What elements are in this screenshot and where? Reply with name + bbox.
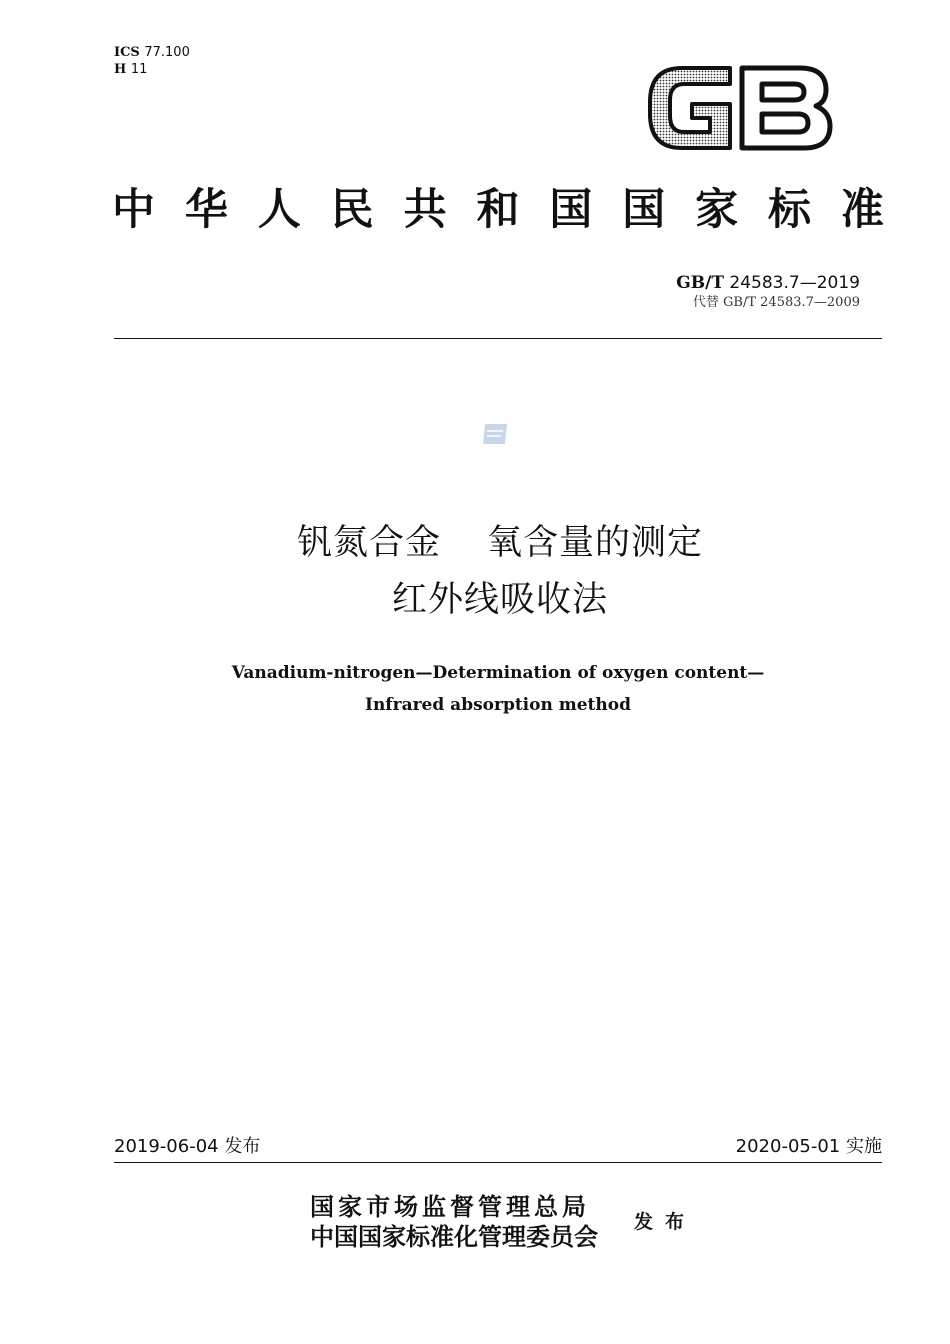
ccs-row	[114, 61, 190, 78]
implementation-date-value: 2020-05-01	[735, 1136, 841, 1157]
title-char: 家	[695, 185, 739, 235]
issue-date-value: 2019-06-04	[114, 1136, 219, 1157]
replaces-standard	[693, 295, 860, 311]
title-char: 民	[330, 185, 374, 235]
chinese-title-line-2: 红外线吸收法	[391, 580, 608, 620]
ics-code: 77.100	[144, 45, 190, 60]
replaces-label: 代替	[692, 295, 719, 310]
classification-codes	[114, 44, 190, 78]
gb-logo-icon	[644, 58, 834, 154]
chinese-title-line-1	[0, 520, 950, 566]
standard-number	[676, 272, 860, 294]
title-char: 和	[476, 185, 520, 235]
english-title-line-1: Vanadium-nitrogen—Determination of oxygen content—	[231, 663, 765, 683]
top-divider	[114, 338, 882, 339]
title-char: 国	[549, 185, 593, 235]
publish-label: 发布	[634, 1211, 697, 1233]
sac-watermark-icon	[481, 422, 509, 446]
english-title-line-2: Infrared absorption method	[365, 695, 631, 715]
title-char: 标	[768, 185, 812, 235]
title-char: 人	[257, 185, 301, 235]
standard-number-prefix: GB/T	[676, 273, 725, 293]
implementation-date	[736, 1135, 882, 1159]
title-char: 准	[840, 185, 884, 235]
ics-row	[114, 44, 190, 61]
issue-date-label: 发布	[224, 1136, 261, 1157]
ccs-label: H	[114, 62, 127, 77]
issuer-samr: 国家市场监督管理总局	[310, 1192, 590, 1221]
issuer-sac: 中国国家标准化管理委员会	[310, 1222, 598, 1251]
issue-date	[114, 1135, 260, 1159]
standard-number-value: 24583.7—2019	[729, 273, 860, 293]
bottom-divider	[114, 1162, 882, 1163]
implementation-date-label: 实施	[846, 1136, 882, 1157]
national-standard-title	[112, 182, 884, 238]
ccs-code: 11	[130, 62, 148, 77]
title-char: 国	[622, 185, 666, 235]
title-char: 共	[403, 185, 447, 235]
ics-label: ICS	[114, 45, 140, 60]
replaces-prefix: GB/T	[723, 295, 757, 310]
chinese-title-part-2: 氧含量的测定	[487, 523, 704, 563]
replaces-number: 24583.7—2009	[760, 295, 860, 310]
chinese-title-part-1: 钒氮合金	[296, 523, 441, 563]
title-char: 华	[184, 185, 228, 235]
title-char: 中	[112, 185, 155, 235]
